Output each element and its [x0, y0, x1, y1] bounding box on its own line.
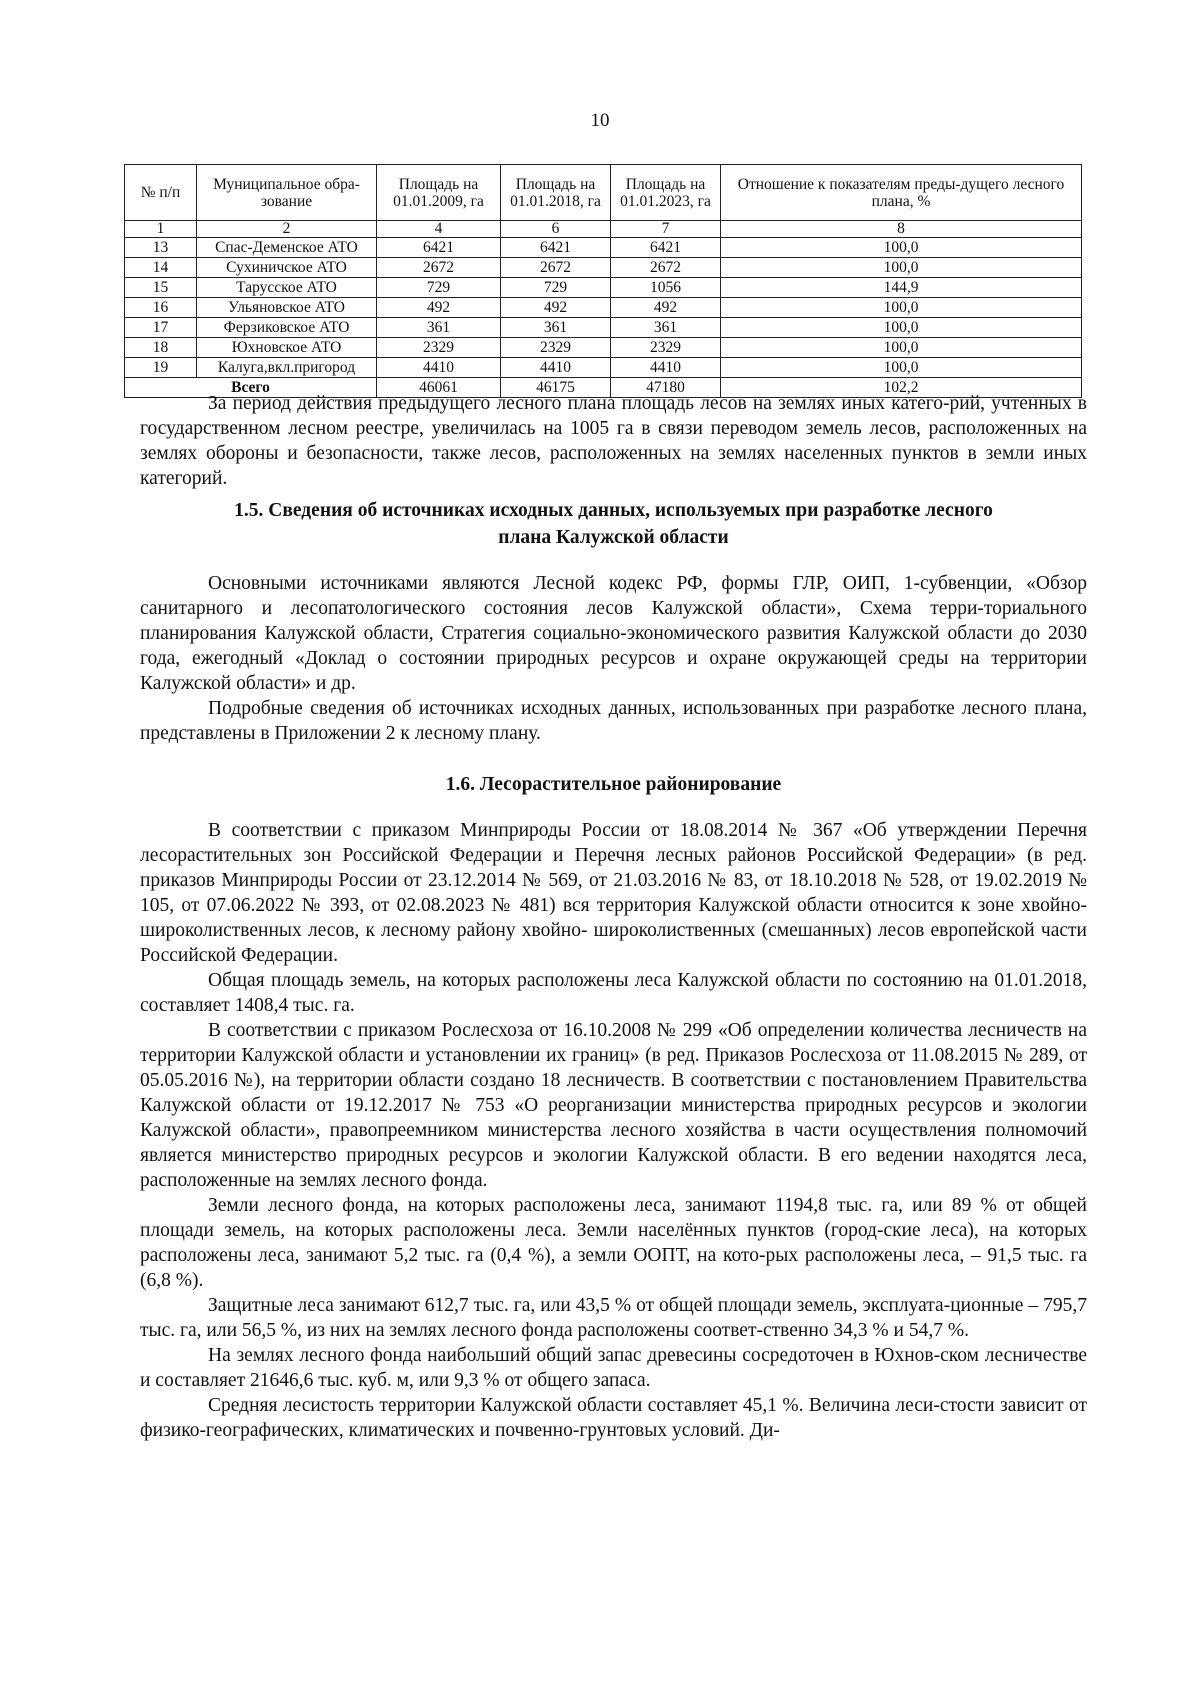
area-2023: 6421	[611, 238, 721, 258]
area-2018: 2329	[501, 338, 611, 358]
paragraph: Подробные сведения об источниках исходных данных, использованных при разработке лесного плана, представлены в Приложении 2 к лесному плану.	[140, 698, 1087, 744]
area-2009: 492	[377, 298, 501, 318]
column-number: 8	[721, 221, 1082, 238]
area-2023: 492	[611, 298, 721, 318]
area-2023: 361	[611, 318, 721, 338]
table-row	[125, 238, 1082, 258]
row-number: 14	[125, 258, 197, 278]
ratio-percent: 100,0	[721, 318, 1082, 338]
column-number-row	[125, 221, 1082, 238]
paragraph: За период действия предыдущего лесного плана площадь лесов на землях иных катего-рий, учтенных в государственном лесном реестре, увеличилась на 1005 га в связи переводом земель лесов, расположенных на землях обороны и безопасности, также лесов, расположенных на землях населенных пунктов в земли иных категорий.	[140, 393, 1087, 489]
column-number: 2	[197, 221, 377, 238]
table-row	[125, 258, 1082, 278]
row-number: 17	[125, 318, 197, 338]
area-2009: 2329	[377, 338, 501, 358]
area-2018: 2672	[501, 258, 611, 278]
paragraph: В соответствии с приказом Рослесхоза от 16.10.2008 № 299 «Об определении количества лесничеств на территории Калужской области и установлении их границ» (в ред. Приказов Рослесхоза от 11.08.2015 № 289, от 05.05.2016 №), на территории области создано 18 лесничеств. В соответствии с постановлением Правительства Калужской области от 19.12.2017 № 753 «О реорганизации министерства природных ресурсов и экологии Калужской области», правопреемником министерства лесного хозяйства в части осуществления полномочий является министерство природных ресурсов и экологии Калужской области. В его ведении находятся леса, расположенные на землях лесного фонда.	[140, 1020, 1087, 1191]
area-2023: 2329	[611, 338, 721, 358]
table-header-row	[125, 165, 1082, 221]
area-2009: 2672	[377, 258, 501, 278]
column-number: 1	[125, 221, 197, 238]
table-row	[125, 318, 1082, 338]
area-2018: 361	[501, 318, 611, 338]
section-heading-1-6: 1.6. Лесорастительное районирование	[445, 774, 782, 795]
municipality-name: Тарусское АТО	[197, 278, 377, 298]
header-cell: Площадь на 01.01.2009, га	[377, 165, 501, 221]
area-2018: 729	[501, 278, 611, 298]
heading-line: 1.5. Сведения об источниках исходных данных, используемых при разработке лесного	[234, 500, 993, 521]
section-heading-1-5	[130, 497, 1097, 551]
total-ratio-percent: 102,2	[721, 378, 1082, 398]
area-2023: 4410	[611, 358, 721, 378]
table-row	[125, 278, 1082, 298]
row-number: 15	[125, 278, 197, 298]
ratio-percent: 100,0	[721, 338, 1082, 358]
table-row	[125, 358, 1082, 378]
area-2018: 6421	[501, 238, 611, 258]
header-cell: № п/п	[125, 165, 197, 221]
paragraph: В соответствии с приказом Минприроды России от 18.08.2014 № 367 «Об утверждении Перечня лесорастительных зон Российской Федерации и Перечня лесных районов Российской Федерации» (в ред. приказов Минприроды России от 23.12.2014 № 569, от 21.03.2016 № 83, от 18.10.2018 № 528, от 19.02.2019 № 105, от 07.06.2022 № 393, от 02.08.2023 № 481) вся территория Калужской области относится к зоне хвойно-широколиственных лесов, к лесному району хвойно- широколиственных (смешанных) лесов европейской части Российской Федерации.	[140, 820, 1087, 966]
area-2009: 729	[377, 278, 501, 298]
table-note	[140, 391, 1087, 491]
area-2009: 6421	[377, 238, 501, 258]
area-2023: 1056	[611, 278, 721, 298]
total-area-2018: 46175	[501, 378, 611, 398]
page-number: 10	[590, 110, 610, 131]
row-number: 16	[125, 298, 197, 318]
paragraph: На землях лесного фонда наибольший общий запас древесины сосредоточен в Юхнов-ском лесничестве и составляет 21646,6 тыс. куб. м, или 9,3 % от общего запаса.	[140, 1345, 1087, 1391]
paragraph: Общая площадь земель, на которых расположены леса Калужской области по состоянию на 01.01.2018, составляет 1408,4 тыс. га.	[140, 970, 1087, 1016]
area-2018: 4410	[501, 358, 611, 378]
header-cell: Площадь на 01.01.2023, га	[611, 165, 721, 221]
table-row	[125, 338, 1082, 358]
header-cell: Площадь на 01.01.2018, га	[501, 165, 611, 221]
paragraph: Основными источниками являются Лесной кодекс РФ, формы ГЛР, ОИП, 1-субвенции, «Обзор санитарного и лесопатологического состояния лесов Калужской области», Схема терри-ториального планирования Калужской области, Стратегия социально-экономического развития Калужской области до 2030 года, ежегодный «Доклад о состоянии природных ресурсов и охране окружающей среды на территории Калужской области» и др.	[140, 573, 1087, 694]
municipality-name: Юхновское АТО	[197, 338, 377, 358]
area-2018: 492	[501, 298, 611, 318]
municipality-name: Сухиничское АТО	[197, 258, 377, 278]
area-2009: 4410	[377, 358, 501, 378]
area-2023: 2672	[611, 258, 721, 278]
municipality-name: Спас-Деменское АТО	[197, 238, 377, 258]
municipality-name: Калуга,вкл.пригород	[197, 358, 377, 378]
municipality-name: Ульяновское АТО	[197, 298, 377, 318]
paragraph: Земли лесного фонда, на которых расположены леса, занимают 1194,8 тыс. га, или 89 % от общей площади земель, на которых расположены леса. Земли населённых пунктов (город-ские леса), на которых расположены леса, занимают 5,2 тыс. га (0,4 %), а земли ООПТ, на кото-рых расположены леса, – 91,5 тыс. га (6,8 %).	[140, 1195, 1087, 1291]
paragraph: Защитные леса занимают 612,7 тыс. га, или 43,5 % от общей площади земель, эксплуата-ционные – 795,7 тыс. га, или 56,5 %, из них на землях лесного фонда расположены соответ-ственно 34,3 % и 54,7 %.	[140, 1295, 1087, 1341]
municipality-name: Ферзиковское АТО	[197, 318, 377, 338]
ratio-percent: 100,0	[721, 298, 1082, 318]
section-body-1-5	[140, 571, 1087, 746]
total-area-2009: 46061	[377, 378, 501, 398]
section-body-1-6	[140, 818, 1087, 1443]
row-number: 19	[125, 358, 197, 378]
paragraph: Средняя лесистость территории Калужской области составляет 45,1 %. Величина леси-стости зависит от физико-географических, климатических и почвенно-грунтовых условий. Ди-	[140, 1395, 1087, 1441]
column-number: 7	[611, 221, 721, 238]
row-number: 18	[125, 338, 197, 358]
heading-line: плана Калужской области	[498, 527, 729, 548]
ratio-percent: 100,0	[721, 358, 1082, 378]
column-number: 6	[501, 221, 611, 238]
header-cell: Муниципальное обра-зование	[197, 165, 377, 221]
total-area-2023: 47180	[611, 378, 721, 398]
ratio-percent: 144,9	[721, 278, 1082, 298]
ratio-percent: 100,0	[721, 238, 1082, 258]
area-2009: 361	[377, 318, 501, 338]
column-number: 4	[377, 221, 501, 238]
row-number: 13	[125, 238, 197, 258]
header-cell: Отношение к показателям преды-дущего лесного плана, %	[721, 165, 1082, 221]
table-row	[125, 298, 1082, 318]
total-label: Всего	[125, 378, 377, 398]
ratio-percent: 100,0	[721, 258, 1082, 278]
forest-area-table	[124, 164, 1082, 398]
